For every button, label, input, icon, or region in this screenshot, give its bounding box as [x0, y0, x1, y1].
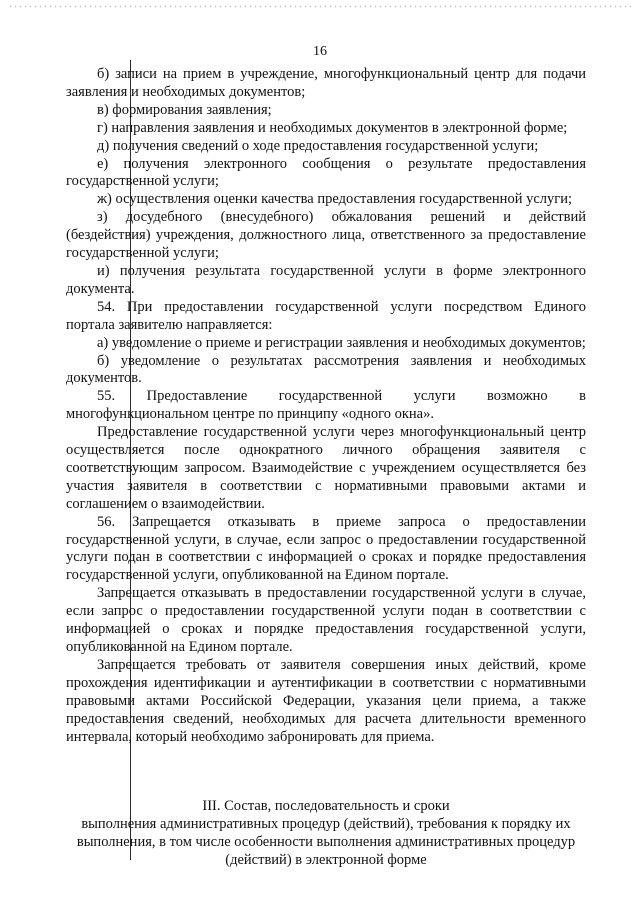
paragraph-item-b-appointment: б) записи на прием в учреждение, многофункциональный центр для подачи заявления и необходимых документов; [66, 66, 586, 100]
paragraph-56: 56. Запрещается отказывать в приеме запроса о предоставлении государственной услуги, в случае, если запрос о предоставлении государственной услуги подан в соответствии с информацией о сроках и порядке предоставления государственной услуги, опубликованной на Едином портале. [66, 513, 586, 584]
paragraph-item-g-submission: г) направления заявления и необходимых документов в электронной форме; [97, 119, 568, 136]
page-number: 16 [313, 44, 327, 59]
document-body [66, 66, 586, 746]
paragraph-55-mfc: Предоставление государственной услуги через многофункциональный центр осуществляется после однократного личного обращения заявителя с соответствующим запросом. Взаимодействие с учреждением осуществляется без участия заявителя в соответствии с нормативными правовыми актами и соглашением о взаимодействии. [66, 424, 586, 512]
paragraph-item-i-result: и) получения результата государственной услуги в форме электронного документа. [66, 262, 586, 297]
paragraph-54: 54. При предоставлении государственной услуги посредством Единого портала заявителю направляется: [66, 298, 586, 333]
paragraph-item-v-form: в) формирования заявления; [97, 101, 272, 118]
paragraph-item-zh-quality: ж) осуществления оценки качества предоставления государственной услуги; [97, 191, 572, 208]
scan-dotted-border [8, 5, 632, 8]
section-heading-line: выполнения, в том числе особенности выполнения административных процедур [76, 833, 576, 850]
paragraph-55: 55. Предоставление государственной услуги возможно в многофункциональном центре по принципу «одного окна». [66, 388, 586, 423]
paragraph-item-d-progress: д) получения сведений о ходе предоставления государственной услуги; [97, 137, 539, 154]
paragraph-56-refusal: Запрещается отказывать в предоставлении государственной услуги в случае, если запрос о предоставлении государственной услуги подан в соответствии с информацией о сроках и порядке предоставления государственной услуги, опубликованной на Едином портале. [66, 585, 586, 655]
paragraph-56-requirements: Запрещается требовать от заявителя совершения иных действий, кроме прохождения идентификации и аутентификации в соответствии с нормативными правовыми актами Российской Федерации, указания цели приема, а также предоставления сведений, необходимых для расчета длительности временного интервала, который необходимо забронировать для приема. [66, 656, 586, 745]
paragraph-54-b: б) уведомление о результатах рассмотрения заявления и необходимых документов. [66, 352, 586, 387]
paragraph-item-z-appeal: з) досудебного (внесудебного) обжалования решений и действий (бездействия) учреждения, должностного лица, ответственного за предоставление государственной услуги; [66, 209, 586, 262]
section-heading [66, 798, 586, 870]
section-heading-line: выполнения административных процедур (действий), требования к порядку их [81, 815, 571, 832]
section-heading-line: III. Состав, последовательность и сроки [202, 798, 450, 814]
paragraph-item-e-notification: е) получения электронного сообщения о результате предоставления государственной услуги; [66, 155, 586, 190]
paragraph-54-a: а) уведомление о приеме и регистрации заявления и необходимых документов; [97, 334, 586, 351]
section-heading-line: (действий) в электронной форме [225, 851, 427, 868]
